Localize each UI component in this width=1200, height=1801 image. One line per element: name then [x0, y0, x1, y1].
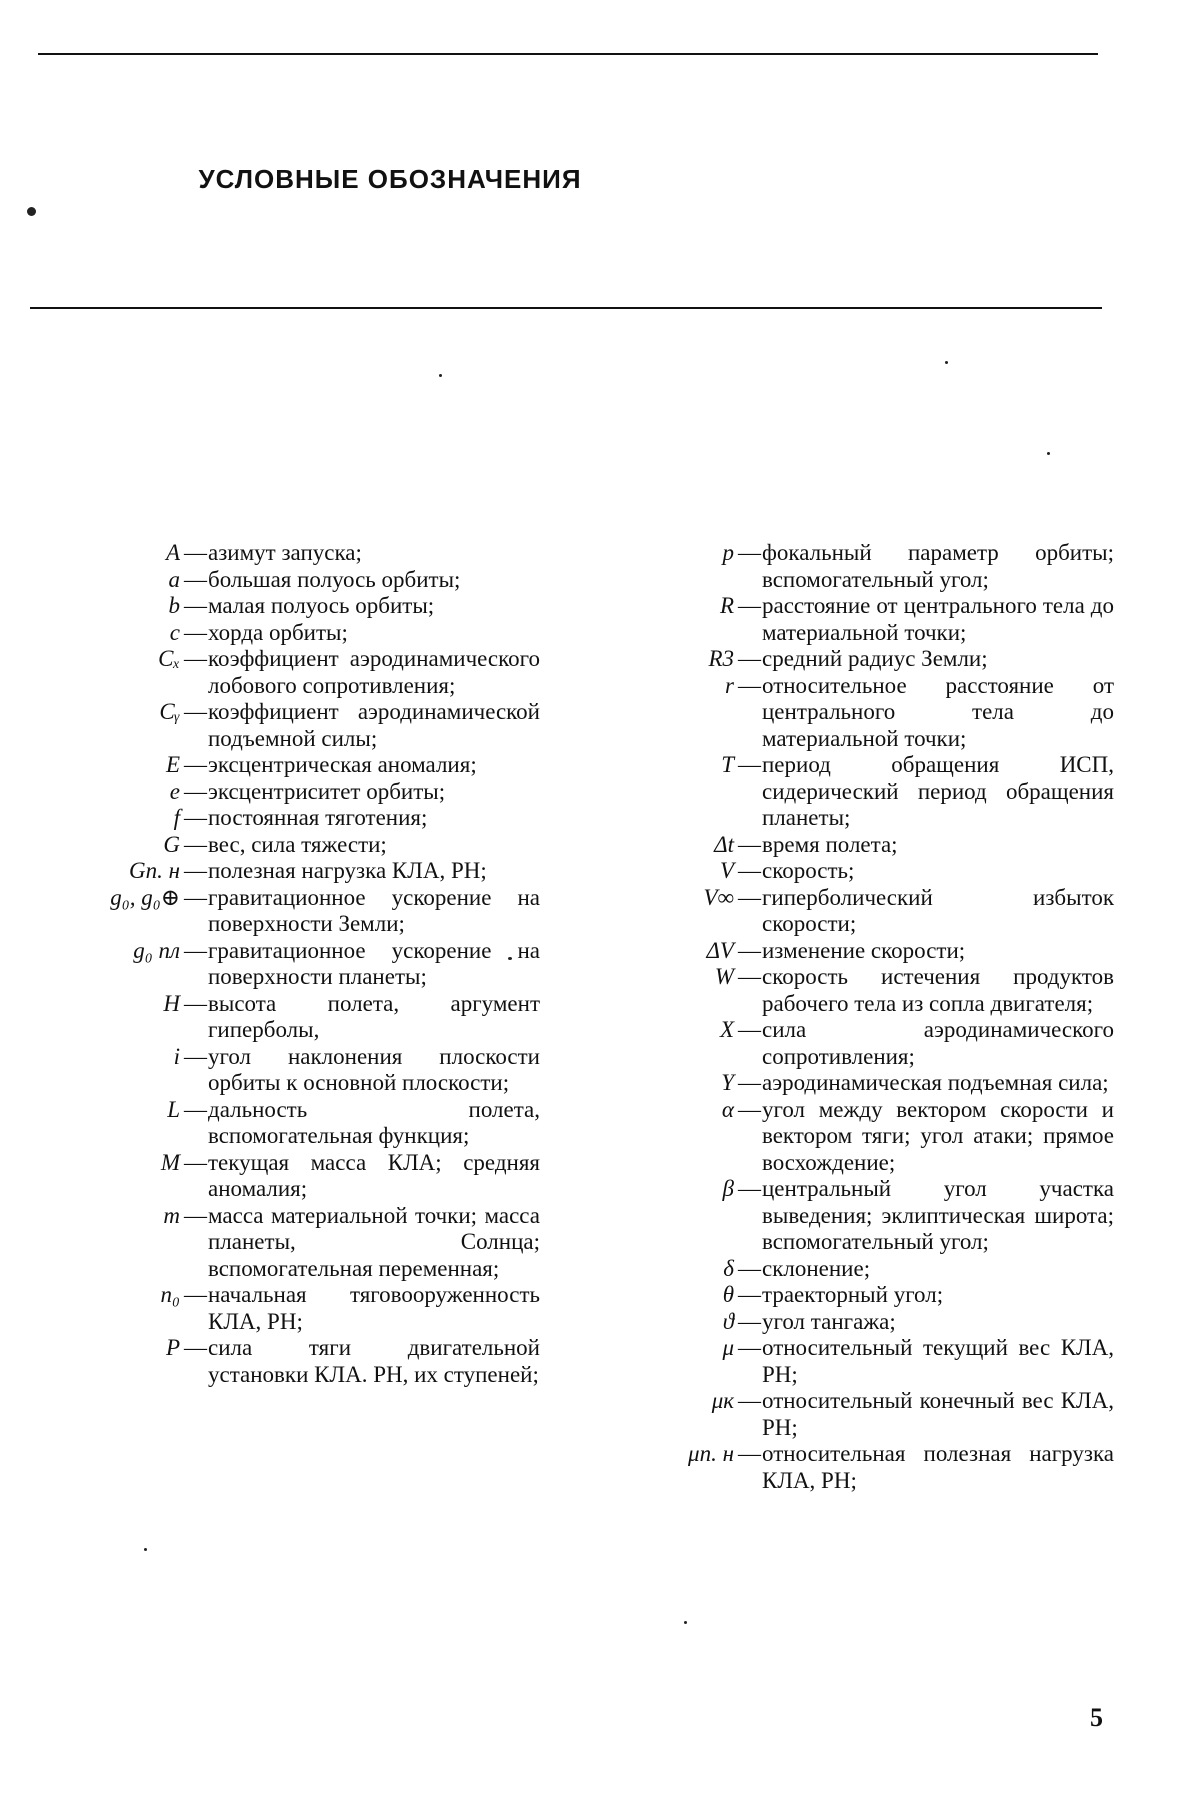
definition-text: гиперболический избыток скорости;	[762, 884, 1114, 936]
definition-text: коэффициент аэродинамического лобового сопротивления;	[208, 646, 540, 698]
symbol-entry	[30, 1150, 540, 1203]
symbol: β	[722, 1176, 734, 1201]
symbol-entry	[642, 938, 1114, 965]
symbol-entry	[642, 1017, 1114, 1070]
symbol: R	[719, 593, 734, 618]
left-column	[30, 540, 540, 1388]
speck	[439, 374, 442, 377]
symbol: c	[169, 619, 180, 645]
definition-text: относительная полезная нагрузка КЛА, РН;	[762, 1441, 1114, 1493]
symbol-entry	[30, 805, 540, 832]
definition-text: угол между вектором скорости и вектором тяги; угол атаки; прямое восхождение;	[762, 1096, 1114, 1175]
symbol: θ	[722, 1282, 734, 1307]
symbol: Cᵧ	[159, 699, 180, 724]
definition-dash: —	[738, 964, 761, 989]
symbol: T	[721, 752, 734, 777]
symbol: m	[163, 1202, 180, 1228]
definition-dash: —	[738, 1335, 761, 1360]
symbol-entry	[642, 1335, 1114, 1388]
symbol: Gп. н	[128, 858, 180, 883]
symbol: b	[168, 593, 180, 618]
symbol: M	[160, 1149, 180, 1175]
top-rule	[38, 53, 1098, 55]
symbol-entry	[642, 964, 1114, 1017]
definition-dash: —	[184, 646, 207, 671]
symbol: P	[165, 1335, 180, 1360]
symbol: H	[163, 990, 180, 1016]
symbol-entry	[30, 752, 540, 779]
definition-text: относительный текущий вес КЛА, РН;	[762, 1335, 1114, 1387]
definition-text: сила тяги двигательной установки КЛА. РН, их ступеней;	[208, 1335, 540, 1387]
symbol: g₀, g₀⊕	[110, 884, 180, 910]
symbol-entry	[642, 1388, 1114, 1441]
symbol-entry	[30, 1203, 540, 1283]
symbol: δ	[723, 1255, 734, 1281]
definition-text: вес, сила тяжести;	[208, 831, 387, 857]
definition-dash: —	[738, 593, 761, 618]
definition-dash: —	[184, 566, 207, 592]
symbol: μк	[711, 1388, 734, 1413]
definition-dash: —	[184, 858, 207, 883]
symbol-entry	[30, 620, 540, 647]
symbol-entry	[642, 646, 1114, 673]
symbol: e	[169, 778, 180, 804]
speck	[144, 1548, 147, 1551]
definition-dash: —	[738, 672, 761, 698]
definition-dash: —	[184, 593, 207, 618]
definition-text: сила аэродинамического сопротивления;	[762, 1017, 1114, 1069]
symbol-entry	[30, 646, 540, 699]
definition-dash: —	[184, 619, 207, 645]
symbol-entry	[642, 1309, 1114, 1336]
symbol: ΔV	[706, 937, 734, 963]
symbol-entry	[642, 1256, 1114, 1283]
speck	[945, 361, 948, 364]
definition-text: азимут запуска;	[208, 540, 362, 565]
symbol-entry	[30, 699, 540, 752]
definition-dash: —	[738, 937, 761, 963]
definition-dash: —	[184, 699, 207, 724]
symbol: μ	[722, 1335, 734, 1360]
symbol-entry	[642, 832, 1114, 859]
symbol: g₀ пл	[133, 937, 180, 963]
definition-text: расстояние от центрального тела до материальной точки;	[762, 593, 1114, 645]
definition-dash: —	[184, 1149, 207, 1175]
symbol-entry	[642, 1097, 1114, 1177]
symbol: W	[714, 964, 734, 989]
definition-text: период обращения ИСП, сидерический период обращения планеты;	[762, 752, 1114, 830]
speck	[684, 1621, 687, 1624]
definition-dash: —	[738, 646, 761, 671]
symbol: i	[173, 1043, 180, 1069]
symbol: V	[719, 858, 734, 883]
speck	[1047, 452, 1050, 455]
definition-text: скорость;	[762, 858, 855, 883]
definition-text: малая полуось орбиты;	[208, 593, 435, 618]
symbol: E	[165, 752, 180, 777]
definition-text: средний радиус Земли;	[762, 646, 988, 671]
definition-text: дальность полета, вспомогательная функция;	[208, 1096, 540, 1148]
symbol-entry	[30, 1282, 540, 1335]
definition-dash: —	[184, 752, 207, 777]
symbol-entry	[30, 1044, 540, 1097]
definition-text: относительное расстояние от центрального тела до материальной точки;	[762, 672, 1114, 751]
definition-dash: —	[738, 858, 761, 883]
definition-text: гравитационное ускорение на поверхности планеты;	[208, 937, 540, 989]
symbol-entry	[30, 832, 540, 859]
symbol-entry	[30, 1335, 540, 1388]
definition-text: траекторный угол;	[762, 1282, 944, 1307]
symbol-entry	[30, 1097, 540, 1150]
definition-dash: —	[184, 1043, 207, 1069]
bullet-mark	[27, 207, 36, 216]
definition-text: начальная тяговооруженность КЛА, РН;	[208, 1282, 540, 1334]
definition-dash: —	[738, 1096, 761, 1122]
header-rule	[30, 307, 1102, 309]
definition-text: высота полета, аргумент гиперболы,	[208, 990, 540, 1042]
definition-text: угол наклонения плоскости орбиты к основной плоскости;	[208, 1043, 540, 1095]
symbol-entry	[30, 779, 540, 806]
symbol: α	[721, 1096, 734, 1122]
definition-text: эксцентрическая аномалия;	[208, 752, 477, 777]
definition-dash: —	[738, 540, 761, 565]
symbol-entry	[642, 858, 1114, 885]
definition-text: склонение;	[762, 1255, 871, 1281]
symbol: p	[722, 540, 734, 565]
definition-text: фокальный параметр орбиты; вспомогательный угол;	[762, 540, 1114, 592]
definition-dash: —	[738, 1017, 761, 1042]
definition-dash: —	[184, 1096, 207, 1122]
symbol-entry	[642, 540, 1114, 593]
definition-dash: —	[184, 990, 207, 1016]
symbol: f	[173, 805, 180, 830]
symbol: R3	[708, 646, 734, 671]
symbol-entry	[642, 673, 1114, 753]
definition-text: время полета;	[762, 831, 898, 857]
definition-dash: —	[184, 1335, 207, 1360]
symbol-entry	[642, 752, 1114, 832]
symbol: A	[165, 540, 180, 565]
definition-dash: —	[738, 752, 761, 777]
page-title: УСЛОВНЫЕ ОБОЗНАЧЕНИЯ	[198, 164, 582, 194]
symbol: a	[168, 566, 180, 592]
definition-dash: —	[738, 1308, 761, 1334]
definition-dash: —	[184, 884, 207, 910]
definition-dash: —	[738, 831, 761, 857]
definition-text: аэродинамическая подъемная сила;	[762, 1070, 1109, 1095]
definition-dash: —	[184, 1202, 207, 1228]
symbol: n₀	[160, 1282, 180, 1307]
symbol-entry	[30, 858, 540, 885]
symbol: Cₓ	[158, 646, 180, 671]
definition-dash: —	[738, 1070, 761, 1095]
definition-dash: —	[184, 937, 207, 963]
definition-dash: —	[738, 1176, 761, 1201]
definition-text: масса материальной точки; масса планеты, Солнца; вспомогательная переменная;	[208, 1202, 540, 1281]
symbol-entry	[642, 1282, 1114, 1309]
symbol-entry	[642, 1441, 1114, 1494]
symbol-entry	[642, 885, 1114, 938]
definition-dash: —	[738, 1441, 761, 1466]
definition-text: скорость истечения продуктов рабочего тела из сопла двигателя;	[762, 964, 1114, 1016]
symbol: G	[163, 831, 180, 857]
symbol: X	[719, 1017, 734, 1042]
symbol-entry	[642, 1070, 1114, 1097]
definition-text: коэффициент аэродинамической подъемной силы;	[208, 699, 540, 751]
symbol-entry	[642, 593, 1114, 646]
symbol-entry	[30, 540, 540, 567]
definition-text: большая полуось орбиты;	[208, 566, 461, 592]
definition-dash: —	[184, 540, 207, 565]
definition-dash: —	[184, 805, 207, 830]
symbol: r	[725, 672, 734, 698]
definition-dash: —	[738, 1255, 761, 1281]
symbol-entry	[30, 991, 540, 1044]
definition-dash: —	[738, 1282, 761, 1307]
definition-dash: —	[738, 1388, 761, 1413]
symbol: ϑ	[722, 1308, 734, 1334]
definition-text: хорда орбиты;	[208, 619, 348, 645]
definition-text: гравитационное ускорение на поверхности Земли;	[208, 884, 540, 936]
definition-text: изменение скорости;	[762, 937, 966, 963]
symbol: L	[167, 1096, 180, 1122]
symbol-entry	[642, 1176, 1114, 1256]
definition-text: угол тангажа;	[762, 1308, 896, 1334]
definition-dash: —	[184, 831, 207, 857]
page-number: 5	[1090, 1703, 1103, 1732]
definition-dash: —	[184, 778, 207, 804]
symbol-entry	[30, 567, 540, 594]
definition-text: текущая масса КЛА; средняя аномалия;	[208, 1149, 540, 1201]
definition-text: центральный угол участка выведения; эклиптическая широта; вспомогательный угол;	[762, 1176, 1114, 1254]
symbol-entry	[30, 938, 540, 991]
right-column	[642, 540, 1114, 1494]
definition-dash: —	[184, 1282, 207, 1307]
definition-text: полезная нагрузка КЛА, РН;	[208, 858, 487, 883]
definition-text: относительный конечный вес КЛА, РН;	[762, 1388, 1114, 1440]
symbol: Δt	[714, 831, 734, 857]
symbol: Y	[721, 1070, 734, 1095]
definition-text: постоянная тяготения;	[208, 805, 428, 830]
symbol: V∞	[703, 884, 734, 910]
definition-dash: —	[738, 884, 761, 910]
definition-text: эксцентриситет орбиты;	[208, 778, 446, 804]
symbol: μп. н	[688, 1441, 734, 1466]
symbol-entry	[30, 593, 540, 620]
symbol-entry	[30, 885, 540, 938]
